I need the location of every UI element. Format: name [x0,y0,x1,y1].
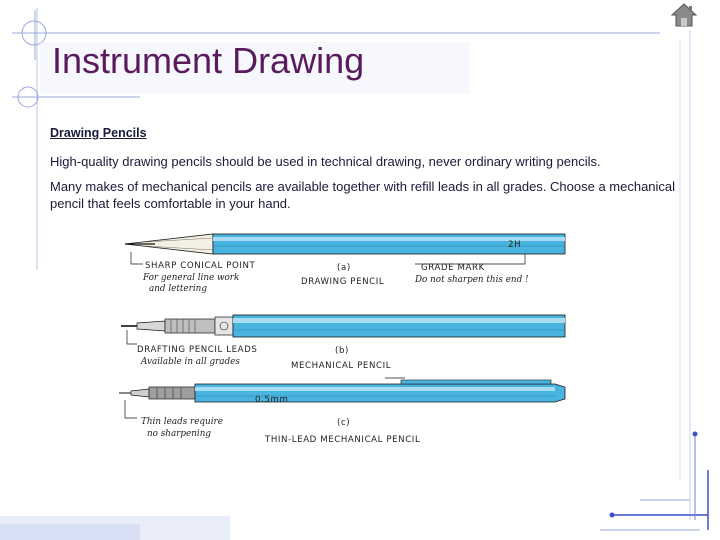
pencil-illustration [115,226,570,451]
mechanical-pencil-b [121,315,565,371]
caption-thin-lead-pencil: THIN-LEAD MECHANICAL PENCIL [265,435,421,445]
drawing-pencil-a [125,234,565,294]
home-icon[interactable] [670,2,698,28]
note-thin-leads: Thin leads require [141,417,223,427]
note-and-lettering: and lettering [149,284,207,294]
caption-letter-c: (c) [337,418,351,428]
paragraph-pencil-quality: High-quality drawing pencils should be used in technical drawing, never ordinary writing pencils. [50,154,601,169]
label-drafting-pencil-leads: DRAFTING PENCIL LEADS [137,345,258,355]
note-no-sharpening: no sharpening [147,429,212,439]
caption-drawing-pencil: DRAWING PENCIL [301,277,385,287]
caption-letter-b: (b) [335,346,349,356]
caption-letter-a: (a) [337,263,351,273]
label-sharp-conical-point: SHARP CONICAL POINT [145,261,256,271]
size-print-0-5mm: 0.5mm [255,395,289,405]
thin-lead-pencil-c [119,378,565,445]
caption-mechanical-pencil: MECHANICAL PENCIL [291,361,392,371]
note-general-line-work: For general line work [143,273,240,283]
label-grade-mark: GRADE MARK [421,263,485,273]
note-available-all-grades: Available in all grades [141,357,240,367]
grade-print-2h: 2H [508,240,522,250]
note-do-not-sharpen: Do not sharpen this end ! [415,275,529,285]
paragraph-mechanical-pencils: Many makes of mechanical pencils are available together with refill leads in all grades. Choose a mechanical pencil that feels comfortable in your hand. [50,179,676,211]
slide-title: Instrument Drawing [52,40,365,81]
section-heading: Drawing Pencils [50,126,147,140]
